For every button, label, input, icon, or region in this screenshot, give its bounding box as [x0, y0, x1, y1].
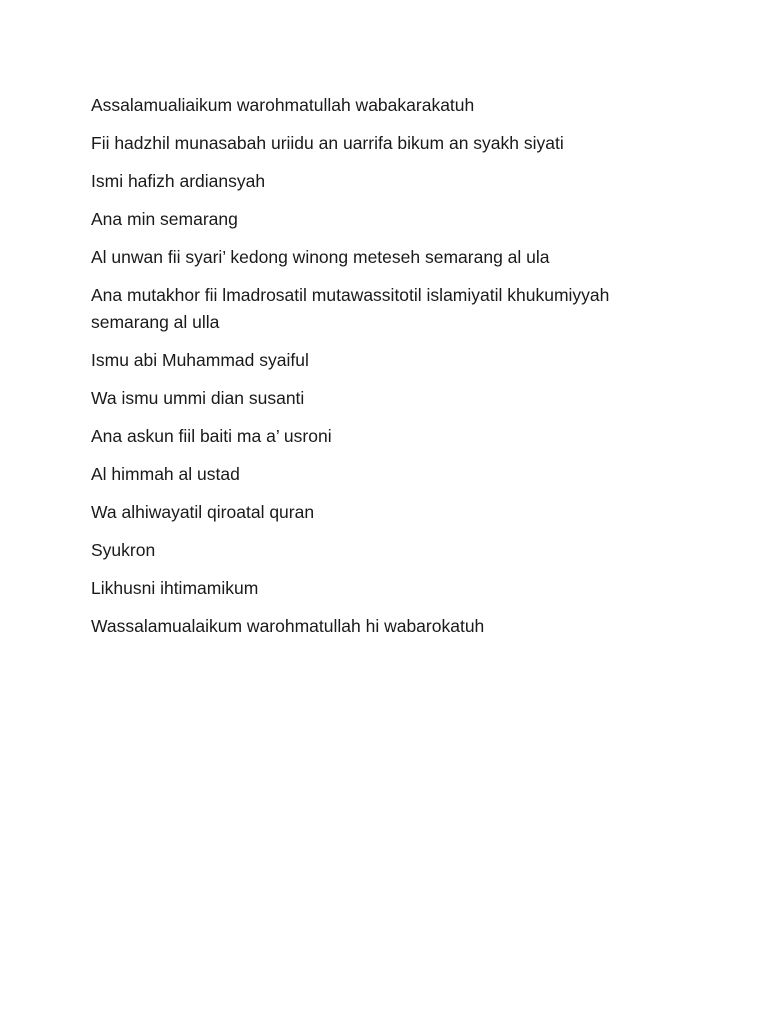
paragraph-origin: Ana min semarang — [91, 209, 238, 229]
paragraph-attention: Likhusni ihtimamikum — [91, 578, 259, 598]
paragraph-residence: Ana askun fiil baiti ma a’ usroni — [91, 426, 332, 446]
paragraph-father: Ismu abi Muhammad syaiful — [91, 350, 309, 370]
document-body — [91, 92, 691, 651]
paragraph-greeting: Assalamualiaikum warohmatullah wabakarakatuh — [91, 95, 475, 115]
paragraph-hobby: Wa alhiwayatil qiroatal quran — [91, 502, 315, 522]
paragraph-school: Ana mutakhor fii lmadrosatil mutawassitotil islamiyatil khukumiyyah semarang al ulla — [91, 285, 610, 332]
paragraph-thanks: Syukron — [91, 540, 156, 560]
paragraph-name: Ismi hafizh ardiansyah — [91, 171, 266, 191]
paragraph-ambition: Al himmah al ustad — [91, 464, 240, 484]
paragraph-introduction: Fii hadzhil munasabah uriidu an uarrifa bikum an syakh siyati — [91, 133, 564, 153]
paragraph-mother: Wa ismu ummi dian susanti — [91, 388, 305, 408]
paragraph-address: Al unwan fii syari’ kedong winong meteseh semarang al ula — [91, 247, 550, 267]
paragraph-closing: Wassalamualaikum warohmatullah hi wabarokatuh — [91, 616, 485, 636]
